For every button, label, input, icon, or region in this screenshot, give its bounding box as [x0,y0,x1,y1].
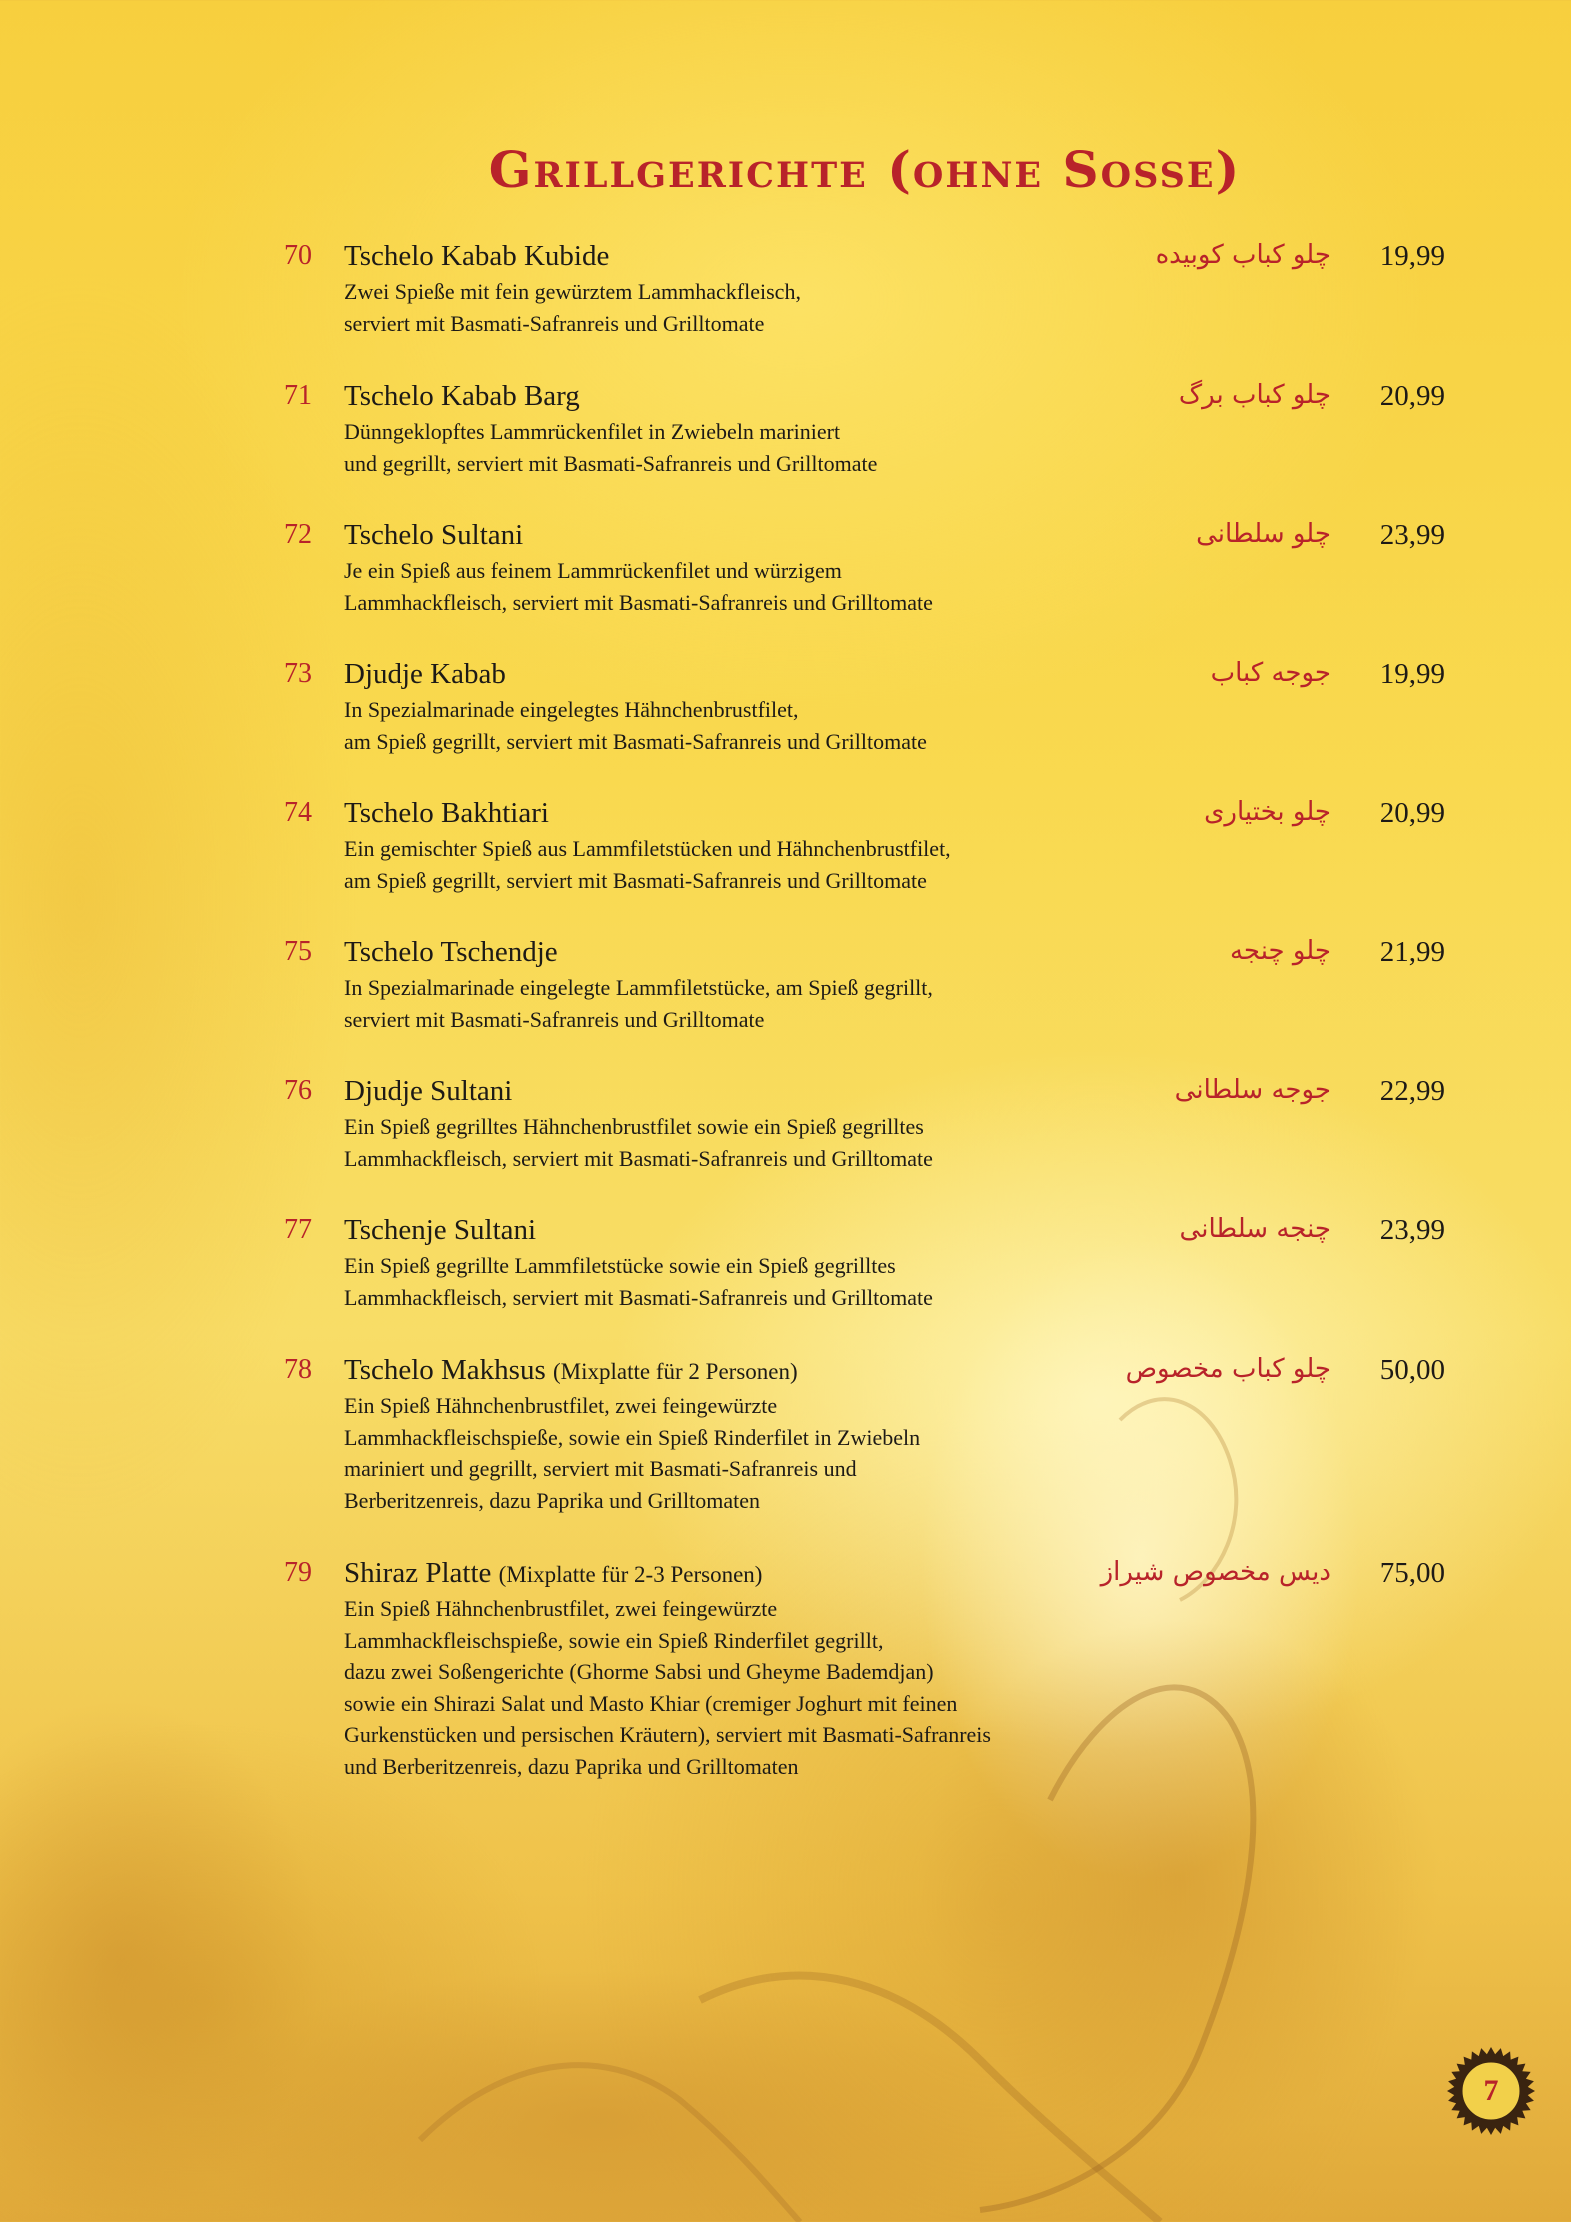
item-persian-name: چلو کباب مخصوص [1125,1354,1331,1384]
item-price: 19,99 [1379,658,1445,690]
item-description [344,1250,1244,1313]
item-description-line: Gurkenstücken und persischen Kräutern), serviert mit Basmati-Safranreis [344,1722,991,1747]
item-name-line [344,1075,512,1108]
item-persian-name: چلو بختیاری [1204,797,1331,827]
item-name: Tschelo Bakhtiari [344,797,549,829]
item-description [344,972,1244,1035]
item-number: 75 [284,936,312,967]
item-price: 20,99 [1379,380,1445,412]
item-description-line: am Spieß gegrillt, serviert mit Basmati-Safranreis und Grilltomate [344,867,927,893]
item-description-line: Lammhackfleisch, serviert mit Basmati-Safranreis und Grilltomate [344,589,933,615]
item-name: Tschelo Kabab Barg [344,380,580,412]
item-price: 21,99 [1379,936,1445,968]
item-name: Tschelo Kabab Kubide [344,240,610,272]
item-description [344,1390,1244,1516]
item-name-line [344,797,549,830]
item-description-line: serviert mit Basmati-Safranreis und Grilltomate [344,1006,765,1032]
item-name-line [344,1354,798,1387]
item-description-line: dazu zwei Soßengerichte (Ghorme Sabsi und Gheyme Bademdjan) [344,1659,934,1684]
item-name-line [344,1214,536,1247]
item-price: 22,99 [1379,1075,1445,1107]
item-description-line: Je ein Spieß aus feinem Lammrückenfilet und würzigem [344,558,842,583]
item-description-line: Ein Spieß Hähnchenbrustfilet, zwei feingewürzte [344,1596,778,1621]
item-description-line: Lammhackfleischspieße, sowie ein Spieß Rinderfilet gegrillt, [344,1627,884,1653]
item-description-line: am Spieß gegrillt, serviert mit Basmati-Safranreis und Grilltomate [344,728,927,754]
item-description [344,1111,1244,1174]
item-persian-name: چلو سلطانی [1196,519,1331,549]
item-description-line: Lammhackfleisch, serviert mit Basmati-Safranreis und Grilltomate [344,1145,933,1171]
item-persian-name: چلو کباب برگ [1178,380,1331,410]
item-persian-name: چلو کباب کوبیده [1155,240,1331,270]
item-price: 20,99 [1379,797,1445,829]
page-number: 7 [1483,2074,1499,2107]
item-name-line [344,240,609,273]
item-name-suffix: (Mixplatte für 2 Personen) [553,1359,798,1384]
item-name-line [344,1557,762,1590]
item-description-line: Lammhackfleisch, serviert mit Basmati-Safranreis und Grilltomate [344,1284,933,1310]
item-description-line: Ein Spieß Hähnchenbrustfilet, zwei feingewürzte [344,1393,778,1418]
item-name-line [344,519,523,552]
item-number: 70 [284,240,312,271]
item-name: Djudje Kabab [344,658,506,690]
item-persian-name: جوجه کباب [1210,658,1331,688]
item-number: 77 [284,1214,312,1245]
item-description-line: In Spezialmarinade eingelegte Lammfiletstücke, am Spieß gegrillt, [344,975,933,1000]
item-description-line: mariniert und gegrillt, serviert mit Basmati-Safranreis und [344,1456,857,1481]
item-description-line: Zwei Spieße mit fein gewürztem Lammhackfleisch, [344,279,801,304]
item-price: 23,99 [1379,519,1445,551]
item-name: Tschenje Sultani [344,1214,537,1246]
item-number: 79 [284,1557,312,1588]
item-name: Shiraz Platte [344,1557,492,1589]
item-description [344,555,1244,618]
item-name: Tschelo Tschendje [344,936,558,968]
item-persian-name: چلو چنجه [1229,936,1331,966]
item-description-line: Ein Spieß gegrilltes Hähnchenbrustfilet sowie ein Spieß gegrilltes [344,1114,924,1139]
item-description-line: sowie ein Shirazi Salat und Masto Khiar (cremiger Joghurt mit feinen [344,1690,958,1716]
item-name-line [344,936,558,969]
item-description [344,694,1244,757]
item-description-line: Dünngeklopftes Lammrückenfilet in Zwiebeln mariniert [344,419,841,444]
item-persian-name: جوجه سلطانی [1174,1075,1331,1105]
item-description [344,416,1244,479]
item-description [344,833,1244,896]
item-description-line: Ein Spieß gegrillte Lammfiletstücke sowie ein Spieß gegrilltes [344,1253,896,1278]
item-number: 71 [284,380,312,411]
item-description-line: und Berberitzenreis, dazu Paprika und Grilltomaten [344,1753,799,1779]
item-persian-name: دیس مخصوص شیراز [1100,1557,1331,1587]
item-name-line [344,658,506,691]
item-name: Tschelo Sultani [344,519,524,551]
item-price: 23,99 [1379,1214,1445,1246]
item-description-line: Berberitzenreis, dazu Paprika und Grilltomaten [344,1487,761,1513]
item-description-line: und gegrillt, serviert mit Basmati-Safranreis und Grilltomate [344,450,878,476]
section-title: Grillgerichte (ohne Sosse) [488,140,1242,199]
item-name-line [344,380,580,413]
item-description [344,1593,1244,1782]
item-description-line: Lammhackfleischspieße, sowie ein Spieß Rinderfilet in Zwiebeln [344,1424,921,1450]
item-price: 50,00 [1379,1354,1445,1386]
item-number: 74 [284,797,312,828]
item-number: 73 [284,658,312,689]
item-number: 72 [284,519,312,550]
item-number: 78 [284,1354,312,1385]
item-description-line: Ein gemischter Spieß aus Lammfiletstücken und Hähnchenbrustfilet, [344,836,951,861]
item-description-line: In Spezialmarinade eingelegtes Hähnchenbrustfilet, [344,697,799,722]
item-description [344,276,1244,339]
item-name: Djudje Sultani [344,1075,513,1107]
item-price: 75,00 [1379,1557,1445,1589]
item-name: Tschelo Makhsus [344,1354,546,1386]
item-persian-name: چنجه سلطانی [1179,1214,1331,1244]
item-number: 76 [284,1075,312,1106]
item-price: 19,99 [1379,240,1445,272]
item-description-line: serviert mit Basmati-Safranreis und Grilltomate [344,310,765,336]
item-name-suffix: (Mixplatte für 2-3 Personen) [498,1562,763,1587]
